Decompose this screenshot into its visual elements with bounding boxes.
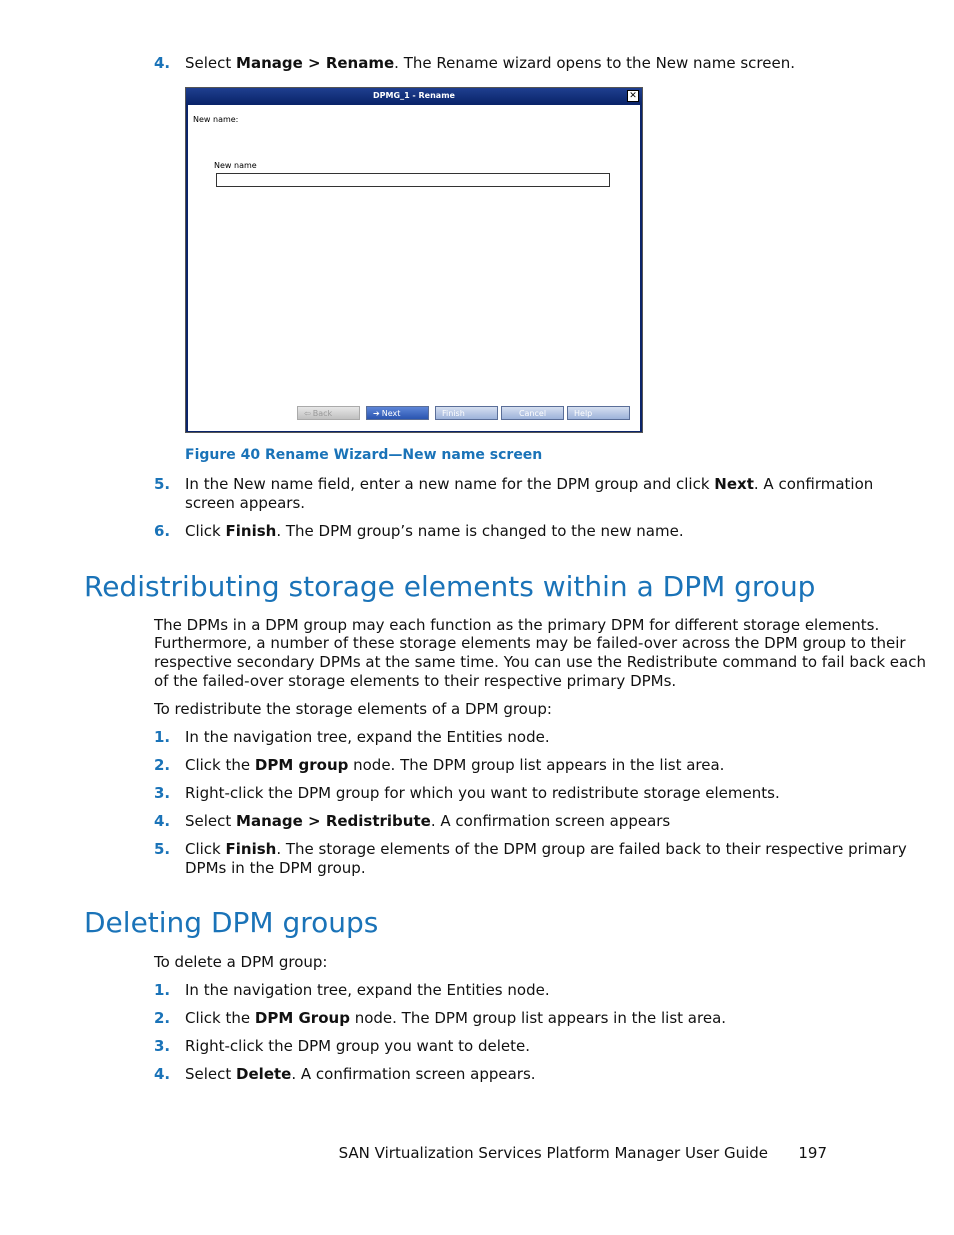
step-text: Click the DPM group node. The DPM group list appears in the list area. bbox=[185, 756, 725, 774]
step-number: 5. bbox=[154, 840, 171, 858]
step-number: 3. bbox=[154, 1037, 171, 1055]
step-text: In the navigation tree, expand the Entities node. bbox=[185, 981, 550, 999]
step-text: Click Finish. The storage elements of the DPM group are failed back to their respective primary bbox=[185, 840, 907, 858]
step-text: Right-click the DPM group you want to delete. bbox=[185, 1037, 531, 1055]
step-text: In the navigation tree, expand the Entities node. bbox=[185, 728, 550, 746]
step-text: Right-click the DPM group for which you want to redistribute storage elements. bbox=[185, 784, 780, 802]
step-text: Click the DPM Group node. The DPM group list appears in the list area. bbox=[185, 1009, 727, 1027]
step-text: Select Manage > Rename. The Rename wizard opens to the New name screen. bbox=[185, 54, 795, 72]
section-heading-redistribute: Redistributing storage elements within a DPM group bbox=[84, 570, 816, 603]
page-number: 197 bbox=[798, 1144, 827, 1162]
wizard-body bbox=[188, 105, 640, 431]
step-text: In the New name field, enter a new name for the DPM group and click Next. A confirmation bbox=[185, 475, 874, 493]
new-name-input[interactable] bbox=[216, 173, 610, 187]
step-number: 4. bbox=[154, 812, 171, 830]
next-arrow-icon: ➔ bbox=[373, 409, 380, 418]
paragraph-line: of the failed-over storage elements to their respective primary DPMs. bbox=[154, 672, 677, 690]
footer-title: SAN Virtualization Services Platform Manager User Guide bbox=[338, 1144, 768, 1162]
close-icon[interactable]: ✕ bbox=[627, 90, 639, 102]
wizard-title-bar: DPMG_1 - Rename bbox=[186, 88, 642, 104]
step-text-continued: screen appears. bbox=[185, 494, 306, 512]
step-number: 4. bbox=[154, 54, 171, 72]
figure-caption: Figure 40 Rename Wizard—New name screen bbox=[185, 447, 543, 463]
step-number: 4. bbox=[154, 1065, 171, 1083]
finish-button[interactable]: Finish bbox=[435, 406, 498, 420]
back-button[interactable]: ⇦ Back bbox=[297, 406, 360, 420]
paragraph-line: Furthermore, a number of these storage elements may be failed-over across the DPM group to their bbox=[154, 634, 906, 652]
rename-wizard-screenshot bbox=[185, 87, 643, 433]
step-number: 5. bbox=[154, 475, 171, 493]
new-name-label: New name bbox=[214, 161, 257, 170]
intro-text: To delete a DPM group: bbox=[154, 953, 328, 971]
intro-text: To redistribute the storage elements of a DPM group: bbox=[154, 700, 552, 718]
step-number: 3. bbox=[154, 784, 171, 802]
step-number: 1. bbox=[154, 981, 171, 999]
paragraph-line: respective secondary DPMs at the same time. You can use the Redistribute command to fail back each bbox=[154, 653, 926, 671]
step-number: 1. bbox=[154, 728, 171, 746]
step-text-continued: DPMs in the DPM group. bbox=[185, 859, 366, 877]
step-number: 2. bbox=[154, 756, 171, 774]
step-number: 6. bbox=[154, 522, 171, 540]
back-arrow-icon: ⇦ bbox=[304, 409, 311, 418]
help-button[interactable]: Help bbox=[567, 406, 630, 420]
step-number: 2. bbox=[154, 1009, 171, 1027]
wizard-heading: New name: bbox=[193, 115, 239, 124]
next-button[interactable]: ➔ Next bbox=[366, 406, 429, 420]
step-text: Select Manage > Redistribute. A confirmation screen appears bbox=[185, 812, 671, 830]
paragraph-line: The DPMs in a DPM group may each function as the primary DPM for different storage elements. bbox=[154, 616, 880, 634]
cancel-button[interactable]: Cancel bbox=[501, 406, 564, 420]
step-text: Click Finish. The DPM group’s name is changed to the new name. bbox=[185, 522, 684, 540]
section-heading-delete: Deleting DPM groups bbox=[84, 906, 379, 939]
step-text: Select Delete. A confirmation screen appears. bbox=[185, 1065, 536, 1083]
